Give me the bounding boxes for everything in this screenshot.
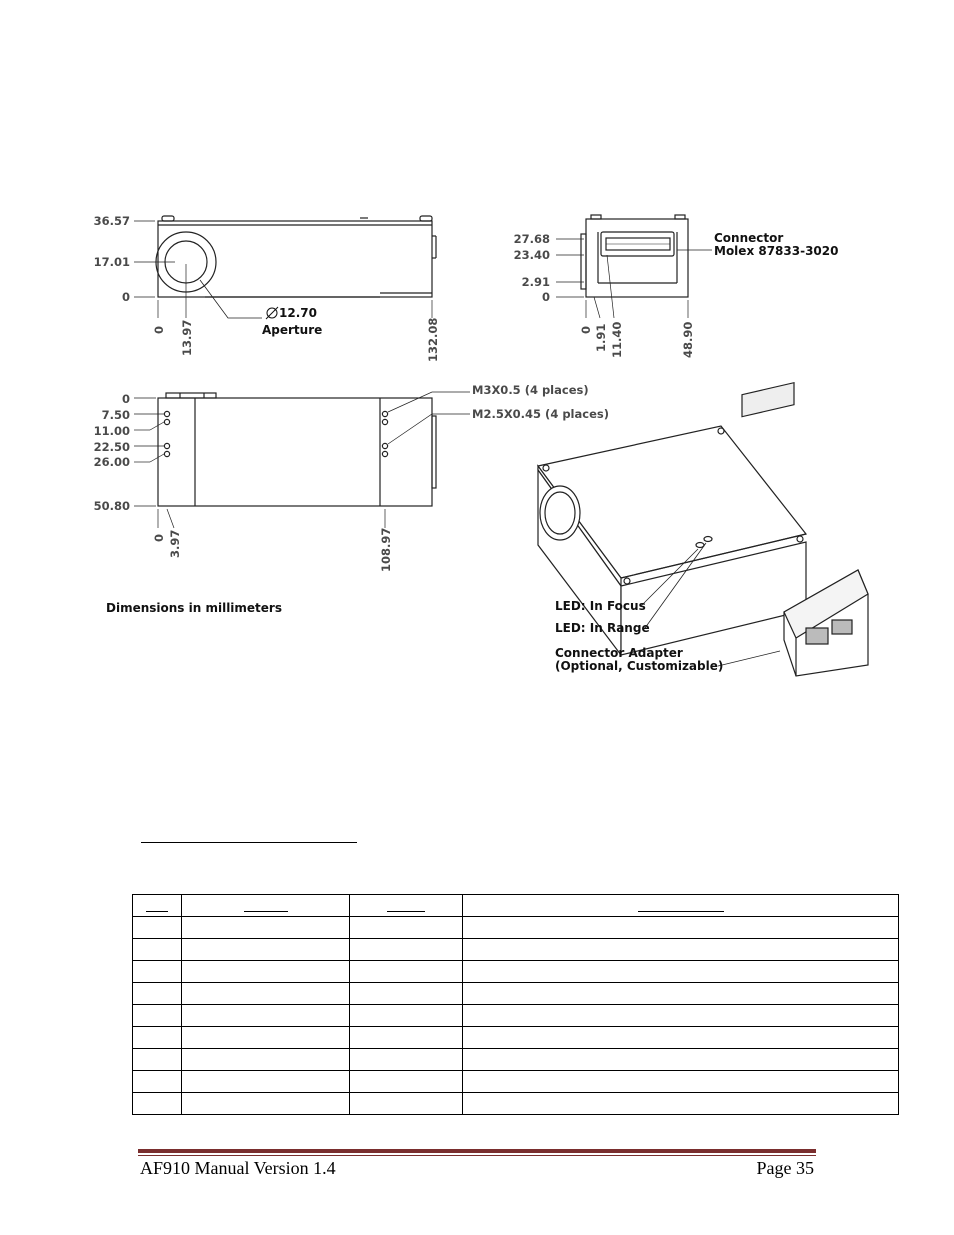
end-x-label-3: 11.40: [610, 321, 624, 358]
table-cell: [463, 1027, 899, 1049]
end-x-label-2: 1.91: [594, 323, 608, 352]
bottom-x-label-3: 108.97: [379, 527, 393, 572]
table-row: [133, 1093, 899, 1115]
bottom-y-label-1: 0: [121, 392, 130, 406]
table-row: [133, 917, 899, 939]
table-cell: [463, 939, 899, 961]
table-cell: [133, 1049, 182, 1071]
table-cell: [463, 1049, 899, 1071]
table-cell: [133, 1027, 182, 1049]
footer-manual-version: AF910 Manual Version 1.4: [140, 1158, 336, 1178]
table-cell: [133, 1093, 182, 1115]
section-heading-underline: [141, 842, 357, 843]
bottom-view: [134, 392, 470, 528]
table-cell: [182, 917, 350, 939]
table-cell: [133, 961, 182, 983]
hole-callout-m3: M3X0.5 (4 places): [472, 383, 589, 397]
adapter-label-1: Connector Adapter: [555, 646, 683, 660]
table-cell: [463, 1071, 899, 1093]
end-y-label-4: 0: [541, 290, 550, 304]
bottom-y-label-4: 22.50: [93, 440, 130, 454]
table-cell: [463, 1005, 899, 1027]
side-y-label-2: 17.01: [93, 255, 130, 269]
bottom-x-label-2: 3.97: [168, 529, 182, 558]
table-header-row: [133, 895, 899, 917]
table-cell: [350, 1049, 463, 1071]
table-header-cell: [182, 895, 350, 917]
connector-part: Molex 87833-3020: [714, 244, 839, 258]
table-row: [133, 939, 899, 961]
table-cell: [350, 917, 463, 939]
table-cell: [133, 1071, 182, 1093]
table-cell: [182, 1049, 350, 1071]
side-y-label-3: 0: [121, 290, 130, 304]
end-view-body: [586, 219, 688, 297]
table-cell: [350, 983, 463, 1005]
table-cell: [182, 1071, 350, 1093]
connector-title: Connector: [714, 231, 784, 245]
bottom-view-body: [158, 398, 432, 506]
side-view-body: [158, 221, 432, 297]
footer-rule: [138, 1149, 816, 1153]
led-in-focus: LED: In Focus: [555, 599, 646, 613]
table-cell: [133, 1005, 182, 1027]
table-row: [133, 961, 899, 983]
side-view: [134, 216, 436, 318]
end-view: [556, 215, 712, 318]
table-cell: [182, 961, 350, 983]
bottom-y-label-5: 26.00: [93, 455, 130, 469]
table-cell: [182, 1093, 350, 1115]
bottom-y-label-6: 50.80: [93, 499, 130, 513]
table-body: [133, 917, 899, 1115]
side-x-label-1: 0: [152, 325, 166, 334]
table-cell: [133, 983, 182, 1005]
end-y-label-1: 27.68: [513, 232, 550, 246]
table-row: [133, 1049, 899, 1071]
end-y-label-2: 23.40: [513, 248, 550, 262]
end-x-label-1: 0: [579, 325, 593, 334]
led-in-range: LED: In Range: [555, 621, 650, 635]
table-cell: [350, 1027, 463, 1049]
table-cell: [463, 917, 899, 939]
hole-callout-m25: M2.5X0.45 (4 places): [472, 407, 609, 421]
table-header-cell: [350, 895, 463, 917]
table-row: [133, 1027, 899, 1049]
bottom-y-label-2: 7.50: [101, 408, 130, 422]
aperture-diameter: 12.70: [279, 306, 317, 320]
table-row: [133, 983, 899, 1005]
aperture-label: Aperture: [262, 323, 323, 337]
bottom-y-label-3: 11.00: [93, 424, 130, 438]
table-cell: [182, 1005, 350, 1027]
diameter-icon: [266, 307, 278, 319]
footer-page-number: Page 35: [756, 1158, 814, 1178]
table-cell: [463, 983, 899, 1005]
table-cell: [182, 939, 350, 961]
table-cell: [133, 917, 182, 939]
table-cell: [350, 939, 463, 961]
table-header-cell: [133, 895, 182, 917]
table-cell: [463, 961, 899, 983]
table-cell: [133, 939, 182, 961]
table-cell: [350, 961, 463, 983]
table-cell: [182, 983, 350, 1005]
adapter-label-2: (Optional, Customizable): [555, 659, 724, 673]
table-cell: [350, 1093, 463, 1115]
end-y-label-3: 2.91: [521, 275, 550, 289]
table-cell: [182, 1027, 350, 1049]
table-header-cell: [463, 895, 899, 917]
units-note: Dimensions in millimeters: [106, 601, 282, 615]
side-x-label-2: 13.97: [180, 319, 194, 356]
bottom-x-label-1: 0: [152, 533, 166, 542]
footer-rule-thin: [138, 1155, 816, 1156]
side-y-label-1: 36.57: [93, 214, 130, 228]
table-row: [133, 1071, 899, 1093]
pinout-table: [132, 894, 899, 1115]
table-row: [133, 1005, 899, 1027]
table-cell: [350, 1005, 463, 1027]
end-x-label-4: 48.90: [681, 321, 695, 358]
table-cell: [463, 1093, 899, 1115]
side-x-label-3: 132.08: [426, 317, 440, 362]
table-cell: [350, 1071, 463, 1093]
